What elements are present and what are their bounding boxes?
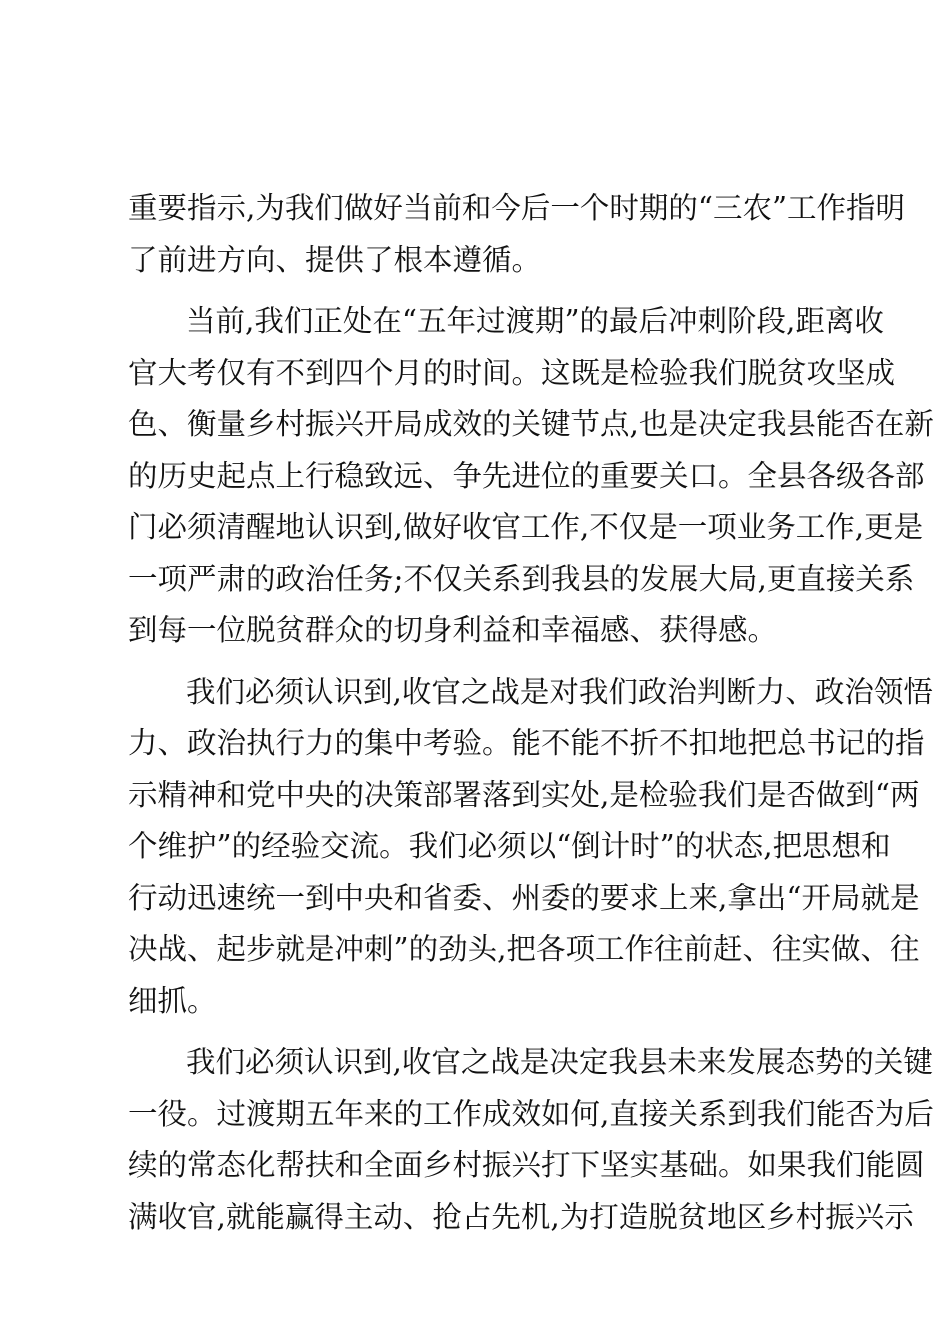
text-line: 满收官,就能赢得主动、抢占先机,为打造脱贫地区乡村振兴示 — [128, 1199, 914, 1234]
text-line: 的历史起点上行稳致远、争先进位的重要关口。全县各级各部 — [128, 458, 925, 493]
text-line: 细抓。 — [128, 983, 217, 1018]
paragraph-start-line: 我们必须认识到,收官之战是对我们政治判断力、政治领悟 — [186, 674, 933, 709]
text-line: 行动迅速统一到中央和省委、州委的要求上来,拿出“开局就是 — [128, 880, 920, 915]
paragraph-start-line: 当前,我们正处在“五年过渡期”的最后冲刺阶段,距离收 — [186, 304, 884, 338]
text-line: 决战、起步就是冲刺”的劲头,把各项工作往前赶、往实做、往 — [128, 932, 920, 966]
text-line: 到每一位脱贫群众的切身利益和幸福感、获得感。 — [128, 613, 778, 647]
paragraph-start-line: 我们必须认识到,收官之战是决定我县未来发展态势的关键 — [186, 1045, 933, 1079]
text-line: 门必须清醒地认识到,做好收官工作,不仅是一项业务工作,更是 — [128, 510, 924, 544]
text-line: 一项严肃的政治任务;不仅关系到我县的发展大局,更直接关系 — [128, 561, 915, 596]
document-body — [128, 183, 934, 1243]
text-line: 色、衡量乡村振兴开局成效的关键节点,也是决定我县能否在新 — [128, 407, 934, 441]
text-line: 续的常态化帮扶和全面乡村振兴打下坚实基础。如果我们能圆 — [128, 1148, 925, 1182]
text-line: 官大考仅有不到四个月的时间。这既是检验我们脱贫攻坚成 — [128, 355, 896, 390]
text-line: 个维护”的经验交流。我们必须以“倒计时”的状态,把思想和 — [128, 829, 891, 863]
text-line: 力、政治执行力的集中考验。能不能不折不扣地把总书记的指 — [128, 726, 925, 760]
text-line: 示精神和党中央的决策部署落到实处,是检验我们是否做到“两 — [128, 777, 920, 812]
text-line: 一役。过渡期五年来的工作成效如何,直接关系到我们能否为后 — [128, 1096, 934, 1131]
text-line: 重要指示,为我们做好当前和今后一个时期的“三农”工作指明 — [128, 191, 906, 225]
text-line: 了前进方向、提供了根本遵循。 — [128, 242, 542, 277]
